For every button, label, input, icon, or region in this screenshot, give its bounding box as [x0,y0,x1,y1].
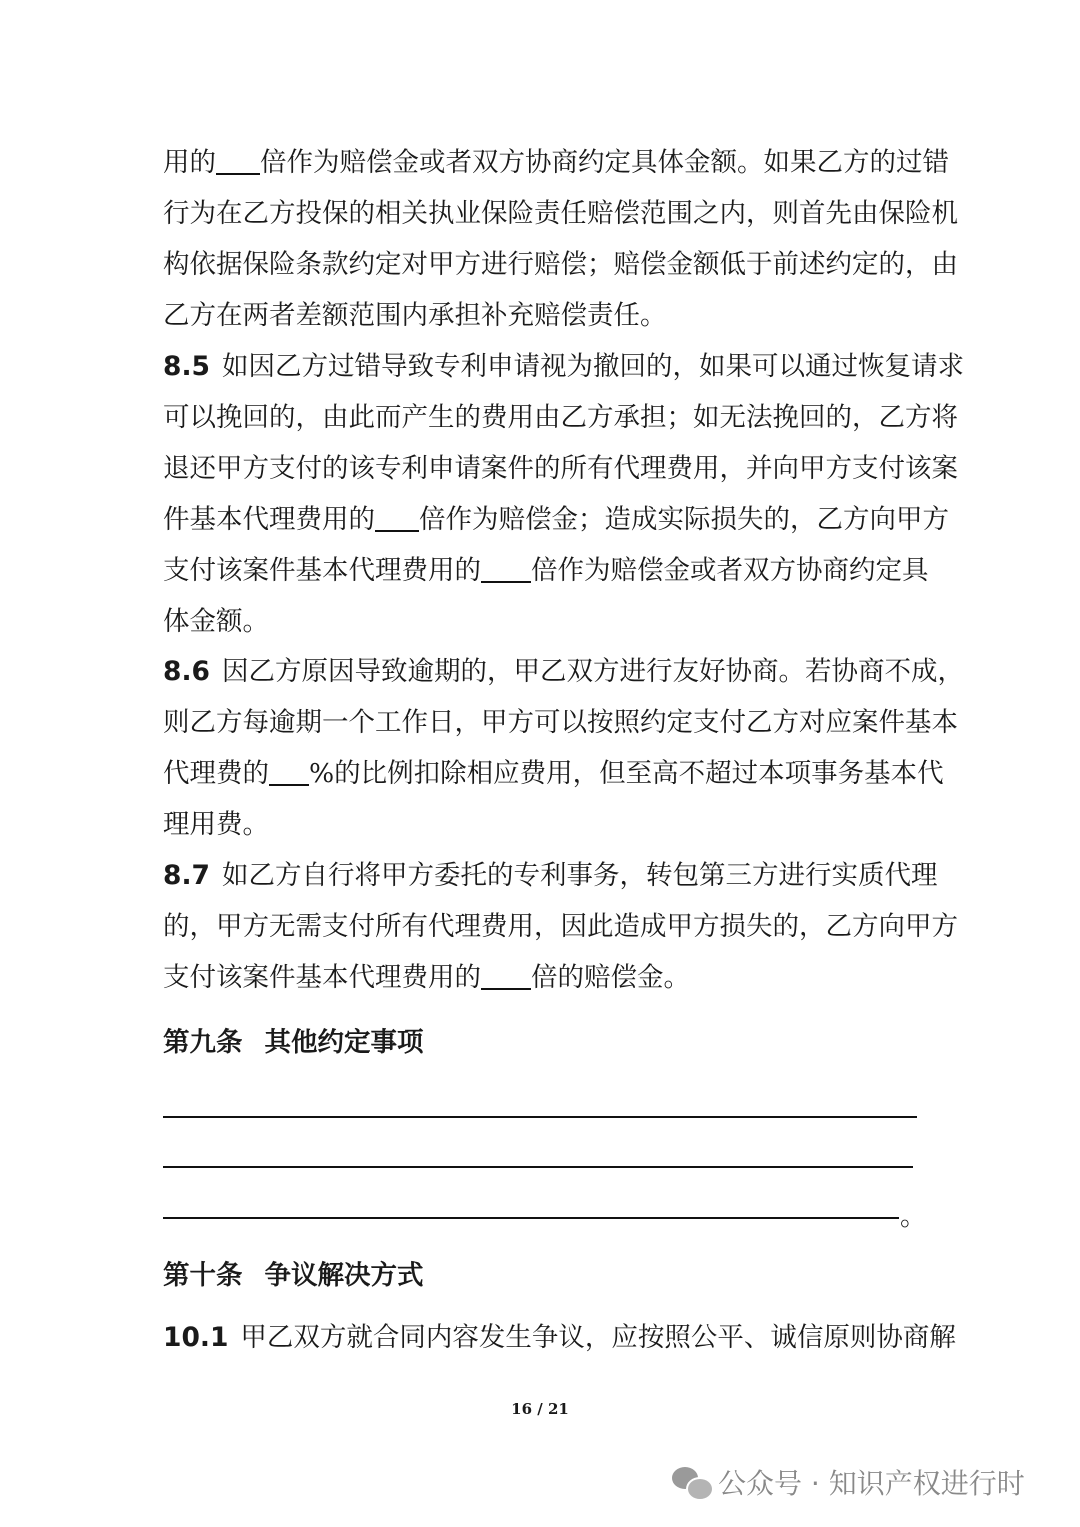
article-9-heading [163,1020,424,1059]
clause-number: 10.1 [163,1322,229,1353]
blank-underline [481,553,531,583]
fill-in-line [163,1217,899,1219]
end-mark: 。 [900,1201,927,1232]
text-segment: 代理费的 [163,758,269,789]
text-line [163,1312,956,1363]
text-line: 体金额。 [163,606,269,637]
text-segment: 倍作为赔偿金或者双方协商约定具 [531,555,929,586]
page-number [0,1400,1080,1418]
text-segment: 因乙方原因导致逾期的，甲乙双方进行友好协商。若协商不成， [221,656,964,687]
text-line [163,952,690,1003]
text-line: 理用费。 [163,809,269,840]
text-line [163,137,949,188]
text-line: 的，甲方无需支付所有代理费用，因此造成甲方损失的，乙方向甲方 [163,911,958,942]
text-segment: 支付该案件基本代理费用的 [163,555,481,586]
article-10-heading [163,1253,424,1292]
watermark-text: 公众号 · 知识产权进行时 [718,1467,1025,1500]
text-segment: 用的 [163,147,216,178]
text-segment: 甲乙双方就合同内容发生争议，应按照公平、诚信原则协商解 [240,1322,956,1353]
page-separator: / [537,1400,543,1418]
text-line [163,494,949,545]
text-segment: 如乙方自行将甲方委托的专利事务，转包第三方进行实质代理 [221,860,938,891]
text-line [163,748,944,799]
clause-number: 8.6 [163,656,210,687]
text-line: 可以挽回的，由此而产生的费用由乙方承担；如无法挽回的，乙方将 [163,402,958,433]
text-line [163,646,964,697]
page-total: 21 [547,1400,569,1418]
clause-number: 8.5 [163,351,210,382]
blank-underline [481,960,531,990]
clause-number: 8.7 [163,860,210,891]
text-line [163,850,938,901]
text-segment: 倍作为赔偿金；造成实际损失的，乙方向甲方 [419,504,949,535]
text-segment: 如因乙方过错导致专利申请视为撤回的，如果可以通过恢复请求 [221,351,964,382]
fill-in-line [163,1116,917,1118]
blank-underline [269,756,309,786]
text-line [163,341,964,392]
blank-underline [375,502,419,532]
text-segment: %的比例扣除相应费用，但至高不超过本项事务基本代 [309,758,944,789]
text-line: 乙方在两者差额范围内承担补充赔偿责任。 [163,300,667,331]
blank-underline [216,145,260,175]
wechat-watermark [672,1462,1025,1502]
fill-in-line [163,1166,913,1168]
text-segment: 支付该案件基本代理费用的 [163,962,481,993]
text-line [163,545,929,596]
article-title: 其他约定事项 [264,1027,424,1058]
article-title: 争议解决方式 [264,1260,424,1291]
text-segment: 倍的赔偿金。 [531,962,690,993]
text-segment: 件基本代理费用的 [163,504,375,535]
wechat-icon [672,1465,712,1499]
text-line: 则乙方每逾期一个工作日，甲方可以按照约定支付乙方对应案件基本 [163,707,958,738]
text-segment: 倍作为赔偿金或者双方协商约定具体金额。如果乙方的过错 [260,147,949,178]
text-line: 退还甲方支付的该专利申请案件的所有代理费用，并向甲方支付该案 [163,453,958,484]
article-label: 第九条 [163,1027,243,1058]
article-label: 第十条 [163,1260,243,1291]
page-current: 16 [511,1400,533,1418]
text-line: 行为在乙方投保的相关执业保险责任赔偿范围之内，则首先由保险机 [163,198,958,229]
text-line: 构依据保险条款约定对甲方进行赔偿；赔偿金额低于前述约定的，由 [163,249,958,280]
